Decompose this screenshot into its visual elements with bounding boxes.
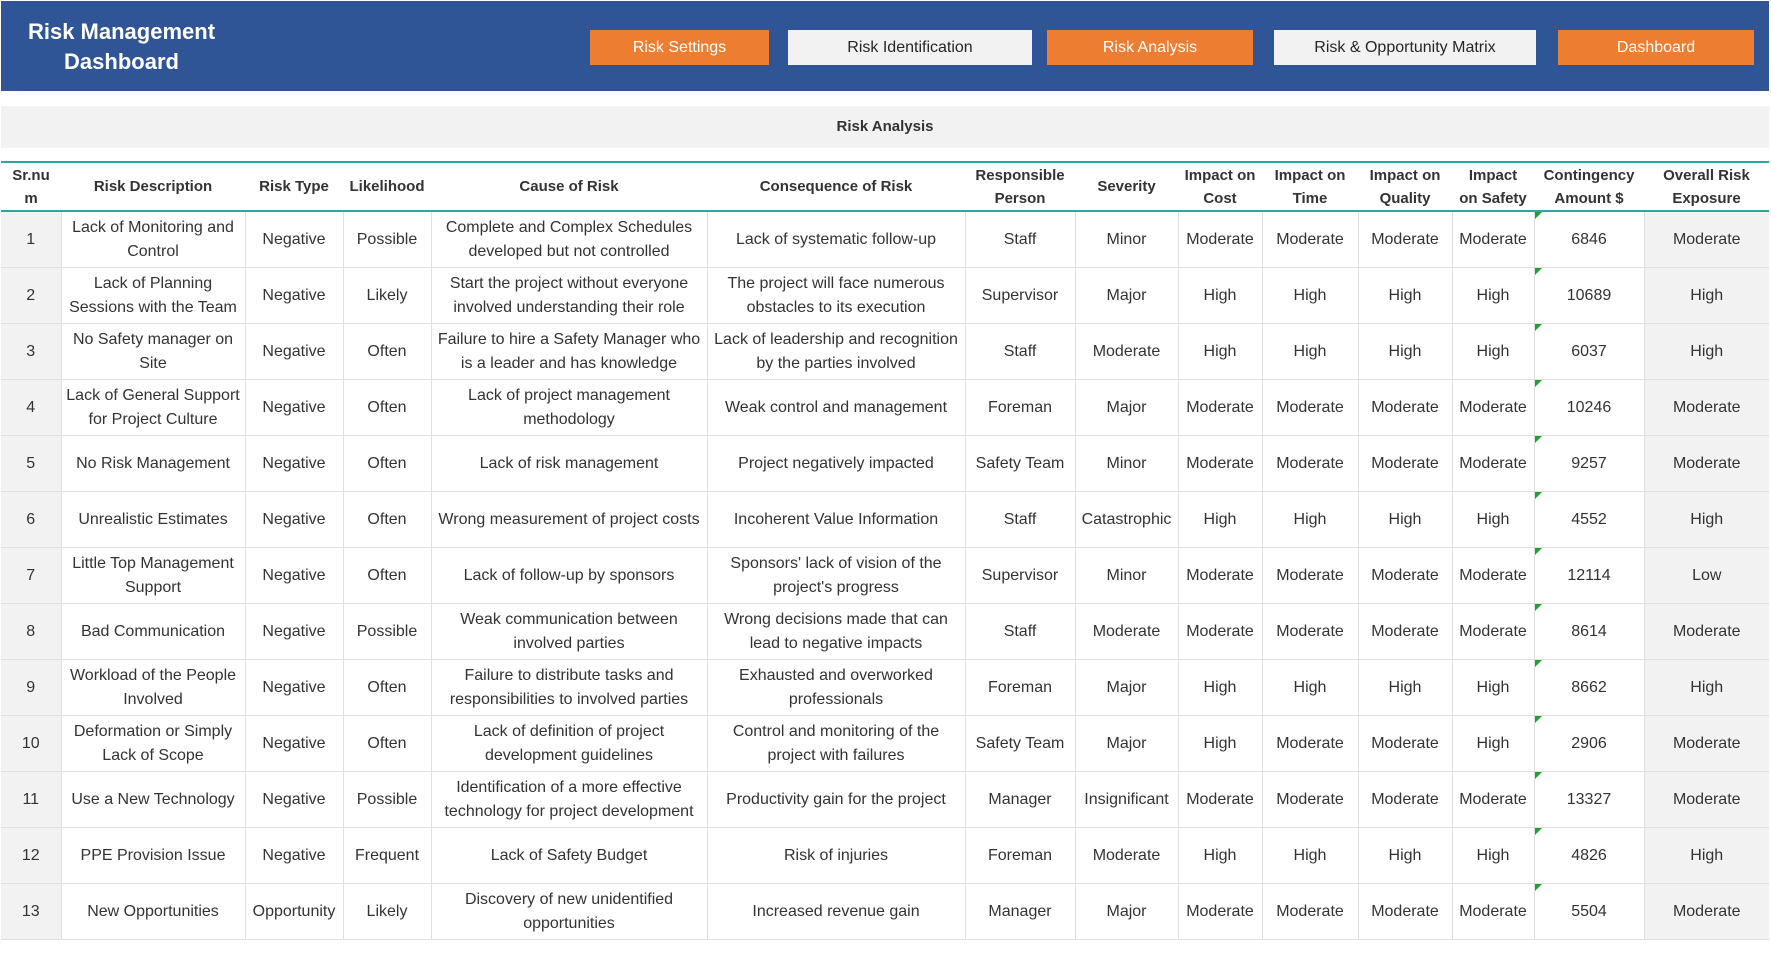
cell-impact-on-safety[interactable]: High [1452,324,1534,380]
cell-contingency-amount[interactable]: 4552 [1534,492,1644,548]
app-title-line2: Dashboard [64,49,179,74]
cell-contingency-amount[interactable]: 9257 [1534,436,1644,492]
col-header-impact-on-quality [1358,163,1452,211]
cell-risk-type[interactable]: Negative [245,660,343,716]
cell-risk-description[interactable]: Lack of Planning Sessions with the Team [61,268,245,324]
cell-cause-of-risk[interactable]: Weak communication between involved parties [431,604,707,660]
cell-likelihood[interactable]: Possible [343,211,431,268]
cell-contingency-amount[interactable]: 4826 [1534,828,1644,884]
cell-responsible-person[interactable]: Manager [965,884,1075,940]
cell-impact-on-cost[interactable]: Moderate [1178,380,1262,436]
cell-impact-on-safety[interactable]: Moderate [1452,211,1534,268]
col-header-line1: Impact on [1184,166,1256,184]
cell-severity[interactable]: Major [1075,268,1178,324]
cell-impact-on-time[interactable]: High [1262,268,1358,324]
col-header-cause-of-risk [431,163,707,211]
table-row [1,884,1769,940]
col-header-responsible-person [965,163,1075,211]
cell-overall-risk-exposure[interactable]: Moderate [1644,604,1769,660]
cell-risk-description[interactable]: Lack of General Support for Project Culture [61,380,245,436]
cell-responsible-person[interactable]: Foreman [965,828,1075,884]
cell-impact-on-time[interactable]: Moderate [1262,548,1358,604]
cell-sr-num[interactable]: 3 [1,324,61,380]
cell-consequence-of-risk[interactable]: Sponsors' lack of vision of the project's progress [707,548,965,604]
cell-cause-of-risk[interactable]: Start the project without everyone involved understanding their role [431,268,707,324]
col-header-line2: Cost [1203,189,1237,207]
cell-impact-on-time[interactable]: High [1262,660,1358,716]
cell-likelihood[interactable]: Often [343,492,431,548]
cell-likelihood[interactable]: Likely [343,884,431,940]
cell-cause-of-risk[interactable]: Discovery of new unidentified opportunities [431,884,707,940]
cell-consequence-of-risk[interactable]: Lack of leadership and recognition by the parties involved [707,324,965,380]
col-header-overall-risk-exposure [1644,163,1769,211]
cell-contingency-amount[interactable]: 13327 [1534,772,1644,828]
col-header-line1: Overall Risk [1663,166,1750,184]
cell-impact-on-safety[interactable]: Moderate [1452,380,1534,436]
cell-likelihood[interactable]: Frequent [343,828,431,884]
cell-overall-risk-exposure[interactable]: Moderate [1644,772,1769,828]
cell-cause-of-risk[interactable]: Wrong measurement of project costs [431,492,707,548]
col-header-risk-type [245,163,343,211]
col-header-line1: Severity [1097,178,1156,195]
col-header-impact-on-safety [1452,163,1534,211]
col-header-line1: Impact on [1274,166,1346,184]
col-header-risk-description [61,163,245,211]
cell-impact-on-cost[interactable]: Moderate [1178,772,1262,828]
cell-risk-description[interactable]: Workload of the People Involved [61,660,245,716]
cell-overall-risk-exposure[interactable]: Moderate [1644,380,1769,436]
section-title: Risk Analysis [1,106,1769,148]
col-header-line1: Sr.nu [12,166,50,184]
cell-impact-on-time[interactable]: Moderate [1262,604,1358,660]
cell-responsible-person[interactable]: Staff [965,211,1075,268]
cell-cause-of-risk[interactable]: Lack of risk management [431,436,707,492]
col-header-line1: Impact [1468,166,1518,184]
cell-severity[interactable]: Minor [1075,548,1178,604]
cell-contingency-amount[interactable]: 6846 [1534,211,1644,268]
cell-sr-num[interactable]: 6 [1,492,61,548]
table-row [1,548,1769,604]
col-header-contingency-amount [1534,163,1644,211]
cell-sr-num[interactable]: 5 [1,436,61,492]
table-row [1,604,1769,660]
col-header-line1: Likelihood [349,178,425,195]
cell-likelihood[interactable]: Often [343,660,431,716]
cell-cause-of-risk[interactable]: Failure to hire a Safety Manager who is a leader and has knowledge [431,324,707,380]
cell-responsible-person[interactable]: Foreman [965,380,1075,436]
cell-impact-on-time[interactable]: Moderate [1262,772,1358,828]
cell-impact-on-time[interactable]: Moderate [1262,436,1358,492]
col-header-line1: Risk Description [93,178,213,195]
col-header-line2: Amount $ [1554,189,1624,207]
cell-risk-type[interactable]: Negative [245,436,343,492]
cell-consequence-of-risk[interactable]: Incoherent Value Information [707,492,965,548]
cell-consequence-of-risk[interactable]: Wrong decisions made that can lead to negative impacts [707,604,965,660]
cell-risk-description[interactable]: New Opportunities [61,884,245,940]
cell-cause-of-risk[interactable]: Lack of follow-up by sponsors [431,548,707,604]
cell-impact-on-quality[interactable]: High [1358,660,1452,716]
cell-severity[interactable]: Minor [1075,436,1178,492]
table-row [1,380,1769,436]
cell-responsible-person[interactable]: Safety Team [965,436,1075,492]
cell-cause-of-risk[interactable]: Lack of Safety Budget [431,828,707,884]
cell-likelihood[interactable]: Often [343,380,431,436]
cell-severity[interactable]: Moderate [1075,604,1178,660]
cell-likelihood[interactable]: Often [343,436,431,492]
cell-cause-of-risk[interactable]: Failure to distribute tasks and responsibilities to involved parties [431,660,707,716]
cell-sr-num[interactable]: 8 [1,604,61,660]
cell-impact-on-time[interactable]: Moderate [1262,716,1358,772]
nav-dashboard-button[interactable]: Dashboard [1558,30,1754,65]
col-header-line2: Time [1292,189,1328,207]
cell-impact-on-quality[interactable]: High [1358,828,1452,884]
cell-contingency-amount[interactable]: 10689 [1534,268,1644,324]
cell-overall-risk-exposure[interactable]: Moderate [1644,436,1769,492]
cell-responsible-person[interactable]: Foreman [965,660,1075,716]
cell-risk-description[interactable]: Unrealistic Estimates [61,492,245,548]
cell-overall-risk-exposure[interactable]: Low [1644,548,1769,604]
risk-analysis-table [1,163,1769,940]
cell-impact-on-cost[interactable]: Moderate [1178,884,1262,940]
cell-risk-type[interactable]: Negative [245,828,343,884]
col-header-line2: Person [994,189,1046,207]
table-row [1,268,1769,324]
cell-likelihood[interactable]: Possible [343,604,431,660]
cell-sr-num[interactable]: 10 [1,716,61,772]
cell-sr-num[interactable]: 2 [1,268,61,324]
cell-cause-of-risk[interactable]: Complete and Complex Schedules developed but not controlled [431,211,707,268]
cell-impact-on-quality[interactable]: Moderate [1358,604,1452,660]
cell-overall-risk-exposure[interactable]: Moderate [1644,211,1769,268]
cell-sr-num[interactable]: 1 [1,211,61,268]
cell-sr-num[interactable]: 11 [1,772,61,828]
col-header-line2: Exposure [1672,189,1741,207]
cell-severity[interactable]: Major [1075,660,1178,716]
col-header-line2: on Safety [1459,189,1527,207]
table-header-row [1,163,1769,211]
col-header-likelihood [343,163,431,211]
table-row [1,492,1769,548]
cell-impact-on-cost[interactable]: High [1178,492,1262,548]
app-title [19,17,224,77]
cell-impact-on-safety[interactable]: Moderate [1452,772,1534,828]
cell-severity[interactable]: Moderate [1075,324,1178,380]
cell-impact-on-time[interactable]: Moderate [1262,211,1358,268]
cell-impact-on-cost[interactable]: Moderate [1178,436,1262,492]
cell-likelihood[interactable]: Often [343,548,431,604]
col-header-impact-on-cost [1178,163,1262,211]
cell-severity[interactable]: Moderate [1075,828,1178,884]
cell-sr-num[interactable]: 9 [1,660,61,716]
cell-contingency-amount[interactable]: 2906 [1534,716,1644,772]
cell-severity[interactable]: Minor [1075,211,1178,268]
cell-consequence-of-risk[interactable]: Lack of systematic follow-up [707,211,965,268]
table-row [1,716,1769,772]
cell-impact-on-safety[interactable]: High [1452,716,1534,772]
cell-impact-on-cost[interactable]: High [1178,324,1262,380]
app-title-line1: Risk Management [27,19,216,44]
cell-risk-description[interactable]: No Risk Management [61,436,245,492]
cell-severity[interactable]: Major [1075,884,1178,940]
cell-consequence-of-risk[interactable]: The project will face numerous obstacles to its execution [707,268,965,324]
cell-impact-on-safety[interactable]: High [1452,268,1534,324]
cell-risk-type[interactable]: Negative [245,380,343,436]
cell-contingency-amount[interactable]: 5504 [1534,884,1644,940]
cell-impact-on-cost[interactable]: High [1178,660,1262,716]
cell-overall-risk-exposure[interactable]: High [1644,268,1769,324]
cell-risk-type[interactable]: Negative [245,268,343,324]
cell-overall-risk-exposure[interactable]: High [1644,492,1769,548]
cell-impact-on-cost[interactable]: Moderate [1178,211,1262,268]
cell-severity[interactable]: Major [1075,716,1178,772]
cell-consequence-of-risk[interactable]: Weak control and management [707,380,965,436]
cell-impact-on-time[interactable]: Moderate [1262,380,1358,436]
cell-likelihood[interactable]: Likely [343,268,431,324]
cell-contingency-amount[interactable]: 10246 [1534,380,1644,436]
cell-severity[interactable]: Major [1075,380,1178,436]
cell-impact-on-quality[interactable]: Moderate [1358,548,1452,604]
cell-contingency-amount[interactable]: 6037 [1534,324,1644,380]
cell-responsible-person[interactable]: Manager [965,772,1075,828]
cell-consequence-of-risk[interactable]: Project negatively impacted [707,436,965,492]
cell-risk-description[interactable]: Little Top Management Support [61,548,245,604]
cell-risk-type[interactable]: Negative [245,211,343,268]
cell-impact-on-quality[interactable]: High [1358,492,1452,548]
cell-impact-on-safety[interactable]: High [1452,492,1534,548]
cell-likelihood[interactable]: Often [343,324,431,380]
cell-impact-on-time[interactable]: High [1262,492,1358,548]
table-row [1,660,1769,716]
cell-responsible-person[interactable]: Staff [965,604,1075,660]
cell-risk-description[interactable]: No Safety manager on Site [61,324,245,380]
cell-risk-description[interactable]: PPE Provision Issue [61,828,245,884]
cell-responsible-person[interactable]: Supervisor [965,548,1075,604]
cell-impact-on-cost[interactable]: High [1178,268,1262,324]
cell-impact-on-time[interactable]: Moderate [1262,884,1358,940]
cell-impact-on-cost[interactable]: High [1178,716,1262,772]
cell-overall-risk-exposure[interactable]: Moderate [1644,884,1769,940]
cell-risk-type[interactable]: Negative [245,548,343,604]
col-header-line2: m [24,189,38,207]
cell-impact-on-time[interactable]: High [1262,828,1358,884]
col-header-line1: Risk Type [259,178,329,195]
cell-risk-description[interactable]: Use a New Technology [61,772,245,828]
cell-likelihood[interactable]: Often [343,716,431,772]
cell-overall-risk-exposure[interactable]: High [1644,828,1769,884]
cell-impact-on-quality[interactable]: Moderate [1358,716,1452,772]
col-header-impact-on-time [1262,163,1358,211]
cell-impact-on-safety[interactable]: Moderate [1452,604,1534,660]
cell-severity[interactable]: Catastrophic [1075,492,1178,548]
cell-consequence-of-risk[interactable]: Control and monitoring of the project with failures [707,716,965,772]
cell-impact-on-quality[interactable]: High [1358,268,1452,324]
cell-sr-num[interactable]: 7 [1,548,61,604]
table-row [1,324,1769,380]
cell-overall-risk-exposure[interactable]: High [1644,324,1769,380]
cell-impact-on-safety[interactable]: Moderate [1452,548,1534,604]
nav-risk-settings-button[interactable]: Risk Settings [590,30,769,65]
col-header-line1: Cause of Risk [519,178,619,195]
cell-risk-type[interactable]: Opportunity [245,884,343,940]
cell-overall-risk-exposure[interactable]: Moderate [1644,716,1769,772]
dashboard-header [1,1,1769,91]
cell-responsible-person[interactable]: Safety Team [965,716,1075,772]
cell-risk-description[interactable]: Deformation or Simply Lack of Scope [61,716,245,772]
cell-likelihood[interactable]: Possible [343,772,431,828]
cell-responsible-person[interactable]: Supervisor [965,268,1075,324]
col-header-line1: Consequence of Risk [759,178,913,195]
cell-impact-on-quality[interactable]: High [1358,324,1452,380]
cell-impact-on-safety[interactable]: Moderate [1452,884,1534,940]
col-header-line1: Responsible [975,166,1065,184]
table-row [1,436,1769,492]
cell-impact-on-cost[interactable]: Moderate [1178,604,1262,660]
cell-impact-on-safety[interactable]: Moderate [1452,436,1534,492]
cell-responsible-person[interactable]: Staff [965,324,1075,380]
cell-sr-num[interactable]: 13 [1,884,61,940]
cell-impact-on-safety[interactable]: High [1452,828,1534,884]
table-row [1,772,1769,828]
nav-risk-analysis-button[interactable]: Risk Analysis [1047,30,1253,65]
cell-cause-of-risk[interactable]: Lack of project management methodology [431,380,707,436]
cell-risk-type[interactable]: Negative [245,492,343,548]
cell-sr-num[interactable]: 4 [1,380,61,436]
cell-cause-of-risk[interactable]: Identification of a more effective technology for project development [431,772,707,828]
nav-risk-opportunity-matrix-button[interactable]: Risk & Opportunity Matrix [1274,30,1536,65]
cell-risk-type[interactable]: Negative [245,604,343,660]
col-header-line1: Contingency [1543,166,1635,184]
cell-contingency-amount[interactable]: 8662 [1534,660,1644,716]
cell-contingency-amount[interactable]: 12114 [1534,548,1644,604]
cell-impact-on-safety[interactable]: High [1452,660,1534,716]
cell-consequence-of-risk[interactable]: Exhausted and overworked professionals [707,660,965,716]
col-header-line1: Impact on [1369,166,1441,184]
cell-risk-type[interactable]: Negative [245,324,343,380]
col-header-severity [1075,163,1178,211]
cell-contingency-amount[interactable]: 8614 [1534,604,1644,660]
cell-impact-on-cost[interactable]: Moderate [1178,548,1262,604]
cell-severity[interactable]: Insignificant [1075,772,1178,828]
cell-impact-on-cost[interactable]: High [1178,828,1262,884]
cell-consequence-of-risk[interactable]: Increased revenue gain [707,884,965,940]
col-header-consequence-of-risk [707,163,965,211]
cell-risk-description[interactable]: Lack of Monitoring and Control [61,211,245,268]
cell-impact-on-quality[interactable]: Moderate [1358,884,1452,940]
table-row [1,828,1769,884]
nav-risk-identification-button[interactable]: Risk Identification [788,30,1032,65]
cell-impact-on-quality[interactable]: Moderate [1358,380,1452,436]
cell-sr-num[interactable]: 12 [1,828,61,884]
table-body [1,211,1769,940]
cell-consequence-of-risk[interactable]: Risk of injuries [707,828,965,884]
cell-risk-type[interactable]: Negative [245,772,343,828]
cell-impact-on-quality[interactable]: Moderate [1358,772,1452,828]
cell-impact-on-quality[interactable]: Moderate [1358,211,1452,268]
cell-responsible-person[interactable]: Staff [965,492,1075,548]
cell-impact-on-quality[interactable]: Moderate [1358,436,1452,492]
col-header-line2: Quality [1379,189,1431,207]
cell-risk-type[interactable]: Negative [245,716,343,772]
cell-cause-of-risk[interactable]: Lack of definition of project development guidelines [431,716,707,772]
cell-overall-risk-exposure[interactable]: High [1644,660,1769,716]
cell-consequence-of-risk[interactable]: Productivity gain for the project [707,772,965,828]
cell-risk-description[interactable]: Bad Communication [61,604,245,660]
table-row [1,211,1769,268]
cell-impact-on-time[interactable]: High [1262,324,1358,380]
col-header-sr-num [1,163,61,211]
